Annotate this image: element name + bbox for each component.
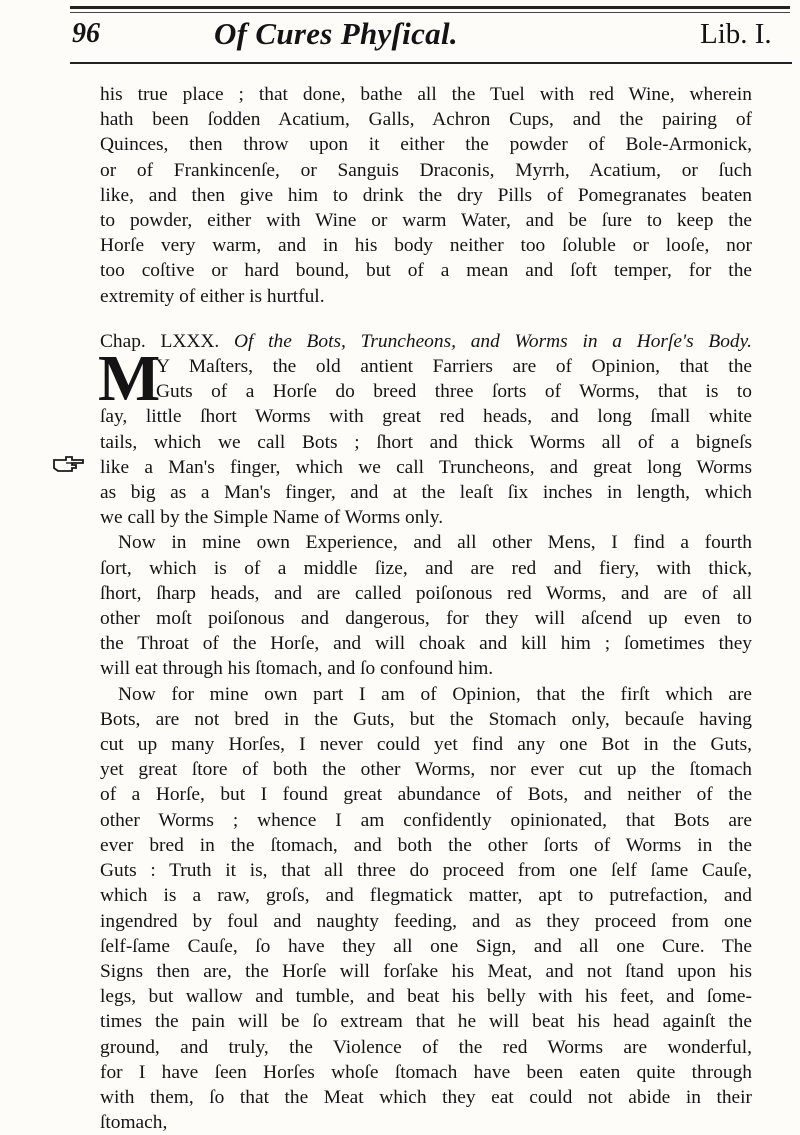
text-line: will eat through his ſtomach, and ſo confound him. bbox=[100, 658, 494, 680]
paragraph-3 bbox=[100, 530, 752, 681]
text-line: Y Maſters, the old antient Farriers are of Opinion, that the bbox=[156, 356, 752, 378]
running-title: Of Cures Phyſical. bbox=[214, 16, 458, 51]
book-number: Lib. I. bbox=[700, 18, 772, 50]
text-line: ſhort, ſharp heads, and are called poiſonous red Worms, and are of all bbox=[100, 582, 752, 604]
text-line: of a Horſe, but I found great abundance of Bots, and neither of the bbox=[100, 784, 752, 806]
text-line: we call by the Simple Name of Worms only. bbox=[100, 507, 444, 529]
text-line: as big as a Man's finger, and at the leaſt ſix inches in length, which bbox=[100, 482, 752, 504]
body-text bbox=[100, 82, 752, 1135]
text-line: the Throat of the Horſe, and will choak and kill him ; ſometimes they bbox=[100, 633, 752, 655]
catchword: ſtomach, bbox=[100, 1112, 168, 1134]
text-line: extremity of either is hurtful. bbox=[100, 285, 325, 307]
top-rule-thin bbox=[70, 12, 790, 13]
text-line: ſay, little ſhort Worms with great red heads, and long ſmall white bbox=[100, 406, 752, 428]
drop-capital: M bbox=[98, 342, 161, 416]
top-rule bbox=[70, 6, 790, 9]
dropcap-block bbox=[98, 342, 752, 416]
text-line: with them, ſo that the Meat which they eat could not abide in their bbox=[100, 1086, 752, 1108]
chapter-title: Of the Bots, Truncheons, and Worms in a Horſe's Body. bbox=[233, 330, 753, 352]
text-line: to powder, either with Wine or warm Water, and be ſure to keep the bbox=[100, 210, 752, 232]
text-line: hath been ſodden Acatium, Galls, Achron Cups, and the pairing of bbox=[100, 109, 752, 131]
text-line: like, and then give him to drink the dry Pills of Pomegranates beaten bbox=[100, 184, 752, 206]
pointing-hand-icon bbox=[52, 454, 86, 474]
text-line: which is a raw, groſs, and flegmatick matter, apt to putrefaction, and bbox=[100, 885, 752, 907]
text-line: other moſt poiſonous and dangerous, for they will aſcend up even to bbox=[100, 608, 752, 630]
text-line: legs, but wallow and tumble, and beat his belly with his feet, and ſome- bbox=[100, 986, 752, 1008]
text-line: or of Frankincenſe, or Sanguis Draconis, Myrrh, Acatium, or ſuch bbox=[100, 159, 752, 181]
text-line: ground, and truly, the Violence of the red Worms are wonderful, bbox=[100, 1036, 752, 1058]
paragraph-1 bbox=[100, 82, 752, 309]
text-line: Quinces, then throw upon it either the powder of Bole-Armonick, bbox=[100, 134, 752, 156]
page-number: 96 bbox=[72, 18, 100, 49]
text-line: Now for mine own part I am of Opinion, that the firſt which are bbox=[118, 683, 752, 705]
text-line: for I have ſeen Horſes whoſe ſtomach have been eaten quite through bbox=[100, 1061, 752, 1083]
text-line: yet great ſtore of both the other Worms, nor ever cut up the ſtomach bbox=[100, 759, 752, 781]
text-line: Horſe very warm, and in his body neither too ſoluble or looſe, nor bbox=[100, 235, 752, 257]
chapter-heading bbox=[100, 329, 752, 354]
text-line: too coſtive or hard bound, but of a mean and ſoft temper, for the bbox=[100, 260, 752, 282]
text-line: tails, which we call Bots ; ſhort and thick Worms all of a bigneſs bbox=[100, 431, 752, 453]
text-line: his true place ; that done, bathe all the Tuel with red Wine, wherein bbox=[100, 84, 752, 105]
text-line: ſort, which is of a middle ſize, and are red and fiery, with thick, bbox=[100, 557, 752, 579]
chapter-label: Chap. LXXX. bbox=[100, 330, 220, 352]
header-rule bbox=[70, 62, 792, 64]
text-line: like a Man's finger, which we call Truncheons, and great long Worms bbox=[100, 456, 752, 478]
text-line: Guts : Truth it is, that all three do proceed from one ſelf ſame Cauſe, bbox=[100, 860, 752, 882]
text-line: Now in mine own Experience, and all other Mens, I find a fourth bbox=[118, 532, 752, 554]
text-line: Bots, are not bred in the Guts, but the Stomach only, becauſe having bbox=[100, 708, 752, 730]
text-line: cut up many Horſes, I never could yet find any one Bot in the Guts, bbox=[100, 734, 752, 756]
paragraph-2 bbox=[98, 342, 752, 530]
text-line: times the pain will be ſo extream that he will beat his head againſt the bbox=[100, 1011, 752, 1033]
paragraph-4 bbox=[100, 682, 752, 1110]
text-line: other Worms ; whence I am confidently opinionated, that Bots are bbox=[100, 809, 752, 831]
text-line: Signs then are, the Horſe will forſake his Meat, and not ſtand upon his bbox=[100, 960, 752, 982]
text-line: ingendred by foul and naughty feeding, and as they proceed from one bbox=[100, 910, 752, 932]
text-line: ever bred in the ſtomach, and both the other ſorts of Worms in the bbox=[100, 834, 752, 856]
text-line: ſelf-ſame Cauſe, ſo have they all one Sign, and all one Cure. The bbox=[100, 935, 752, 957]
text-line: Guts of a Horſe do breed three ſorts of Worms, that is to bbox=[156, 381, 752, 403]
